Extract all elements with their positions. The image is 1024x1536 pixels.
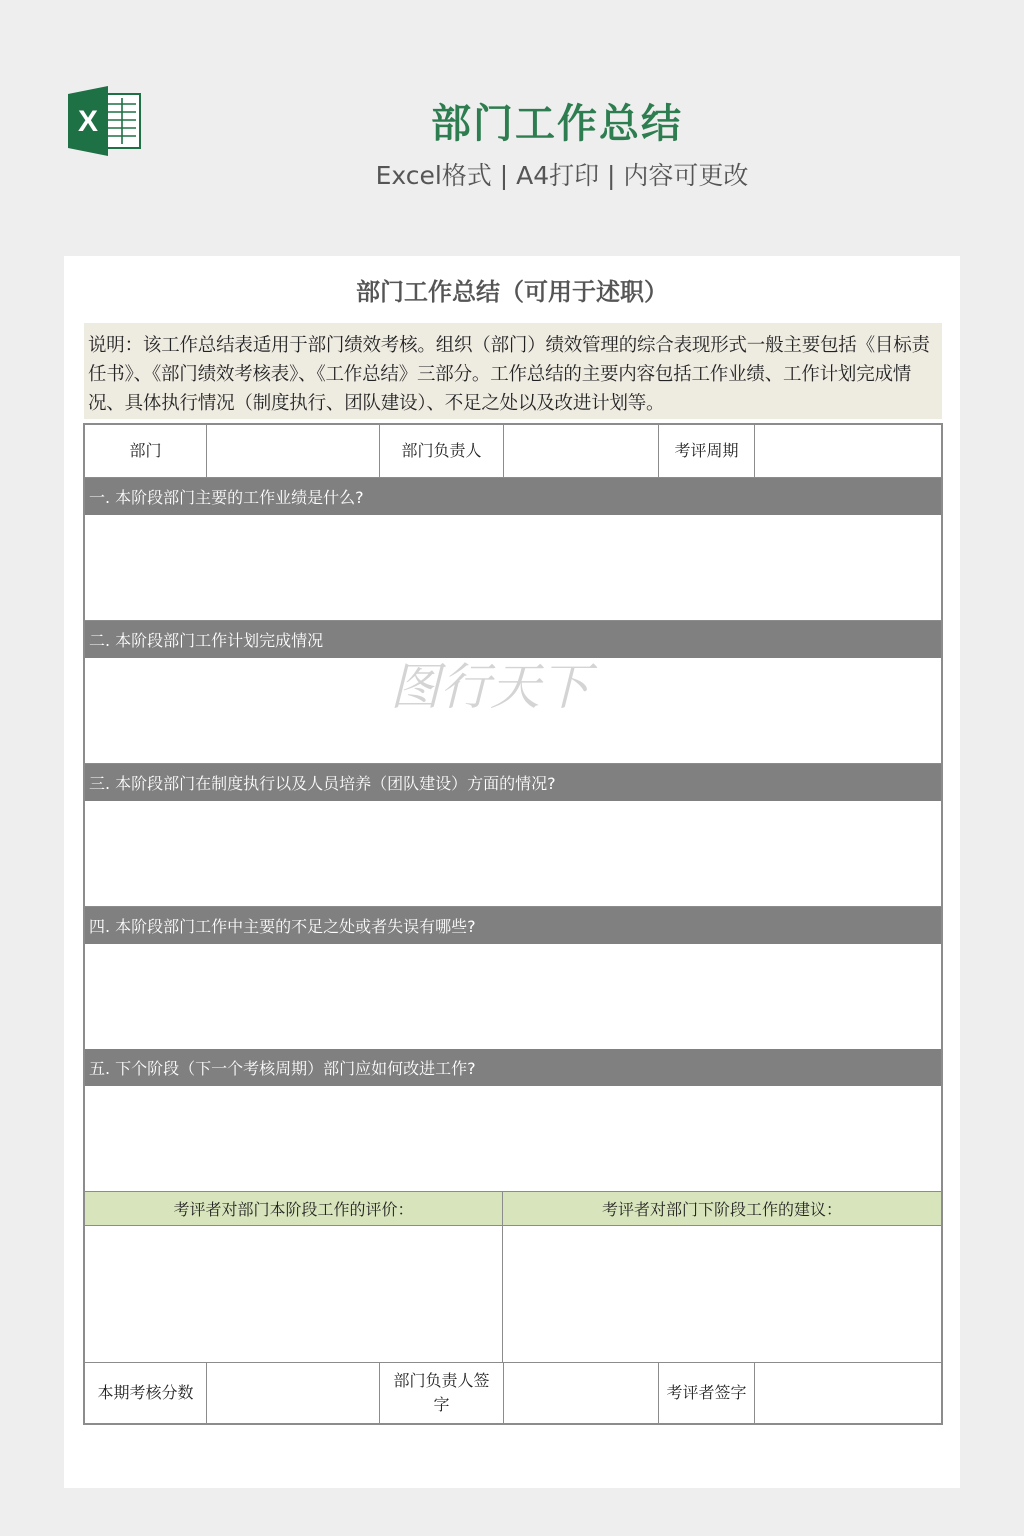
section-1-heading: 一. 本阶段部门主要的工作业绩是什么? bbox=[85, 478, 941, 515]
review-period-input[interactable] bbox=[755, 425, 941, 478]
section-3-heading: 三. 本阶段部门在制度执行以及人员培养（团队建设）方面的情况? bbox=[85, 764, 941, 801]
review-period-label: 考评周期 bbox=[659, 425, 755, 478]
dept-head-input[interactable] bbox=[504, 425, 659, 478]
instruction-note: 说明：该工作总结表适用于部门绩效考核。组织（部门）绩效管理的综合表现形式一般主要包括《目标责任书》、《部门绩效考核表》、《工作总结》三部分。工作总结的主要内容包括工作业绩、工作计划完成情况、具体执行情况（制度执行、团队建设）、不足之处以及改进计划等。 bbox=[84, 323, 942, 419]
section-5-heading: 五. 下个阶段（下一个考核周期）部门应如何改进工作? bbox=[85, 1049, 941, 1086]
dept-head-label: 部门负责人 bbox=[380, 425, 504, 478]
section-4-content[interactable] bbox=[85, 944, 941, 1050]
section-1-content[interactable] bbox=[85, 515, 941, 621]
summary-form bbox=[83, 423, 943, 1425]
section-3-content[interactable] bbox=[85, 801, 941, 907]
suggestion-heading: 考评者对部门下阶段工作的建议： bbox=[503, 1192, 941, 1226]
dept-head-signature-input[interactable] bbox=[504, 1363, 659, 1423]
page-subtitle: Excel格式 | A4打印 | 内容可更改 bbox=[375, 161, 749, 190]
evaluation-heading: 考评者对部门本阶段工作的评价： bbox=[85, 1192, 503, 1226]
section-4-heading: 四. 本阶段部门工作中主要的不足之处或者失误有哪些? bbox=[85, 907, 941, 944]
dept-input[interactable] bbox=[207, 425, 380, 478]
dept-head-signature-label: 部门负责人签字 bbox=[380, 1363, 504, 1423]
dept-label: 部门 bbox=[85, 425, 207, 478]
score-label: 本期考核分数 bbox=[85, 1363, 207, 1423]
watermark-text: 图行天下 bbox=[390, 658, 590, 716]
section-5-content[interactable] bbox=[85, 1086, 941, 1192]
page-title: 部门工作总结 bbox=[431, 101, 683, 147]
document-title: 部门工作总结（可用于述职） bbox=[356, 278, 668, 306]
reviewer-signature-label: 考评者签字 bbox=[659, 1363, 755, 1423]
score-input[interactable] bbox=[207, 1363, 380, 1423]
section-2-content[interactable] bbox=[85, 658, 941, 764]
section-2-heading: 二. 本阶段部门工作计划完成情况 bbox=[85, 621, 941, 658]
evaluation-content[interactable] bbox=[85, 1226, 503, 1363]
reviewer-signature-input[interactable] bbox=[755, 1363, 941, 1423]
suggestion-content[interactable] bbox=[503, 1226, 941, 1363]
document-page bbox=[64, 256, 960, 1488]
excel-icon-letter: X bbox=[77, 105, 99, 138]
